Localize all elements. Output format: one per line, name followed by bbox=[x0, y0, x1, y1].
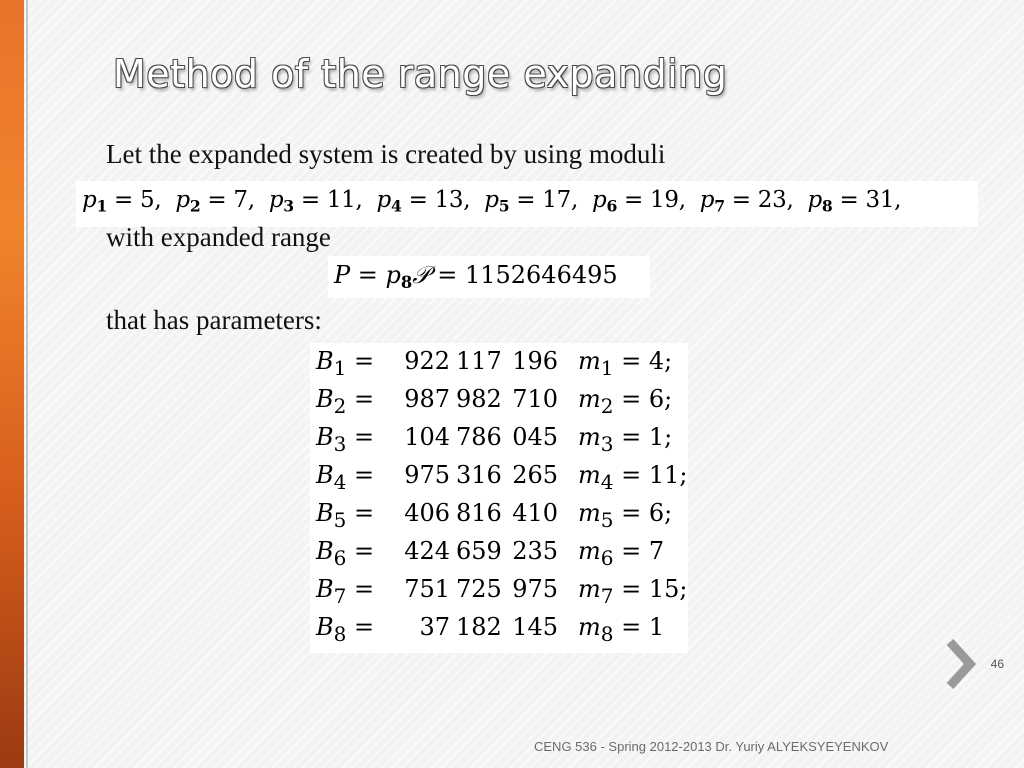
parameter-row: $B_7$ = 751 725 975 $m_7 = 15$; bbox=[316, 575, 688, 608]
accent-divider-line bbox=[26, 0, 28, 768]
parameter-row: $B_1$ = 922 117 196 $m_1 = 4$; bbox=[316, 347, 673, 380]
parameters-text: that has parameters: bbox=[106, 305, 322, 335]
parameter-row: $B_2$ = 987 982 710 $m_2 = 6$; bbox=[316, 385, 673, 418]
intro-text: Let the expanded system is created by using moduli bbox=[106, 139, 666, 169]
modulus-term: $p_1 = 5$, bbox=[82, 187, 176, 216]
moduli-formula-box bbox=[76, 181, 978, 227]
parameter-row: $B_5$ = 406 816 410 $m_5 = 6$; bbox=[316, 499, 673, 532]
page-number: 46 bbox=[990, 657, 1004, 671]
range-formula-box bbox=[328, 256, 650, 298]
modulus-term: $p_3 = 11$, bbox=[268, 187, 377, 216]
modulus-term: $p_8 = 31$, bbox=[807, 187, 902, 216]
modulus-term: $p_6 = 19$, bbox=[592, 187, 700, 216]
range-formula: $P = p_8𝒫 = 1152646495$ bbox=[334, 261, 618, 292]
moduli-list bbox=[82, 187, 901, 216]
modulus-term: $p_4 = 13$, bbox=[376, 187, 485, 216]
modulus-term: $p_2 = 7$, bbox=[175, 187, 269, 216]
modulus-term: $p_7 = 23$, bbox=[699, 187, 808, 216]
parameter-row: $B_4$ = 975 316 265 $m_4 = 11$; bbox=[316, 461, 688, 494]
slide-footer: CENG 536 - Spring 2012-2013 Dr. Yuriy ALYEKSYEYENKOV bbox=[534, 739, 889, 754]
accent-sidebar-bar bbox=[0, 0, 24, 768]
modulus-term: $p_5 = 17$, bbox=[484, 187, 593, 216]
slide-title: Method of the range expanding bbox=[113, 52, 728, 96]
parameter-row: $B_8$ = 37 182 145 $m_8 = 1$ bbox=[316, 613, 665, 646]
range-text: with expanded range bbox=[106, 222, 331, 252]
parameter-row: $B_6$ = 424 659 235 $m_6 = 7$ bbox=[316, 537, 665, 570]
parameter-row: $B_3$ = 104 786 045 $m_3 = 1$; bbox=[316, 423, 673, 456]
parameters-box bbox=[310, 343, 688, 653]
chevron-right-icon[interactable] bbox=[940, 636, 980, 692]
